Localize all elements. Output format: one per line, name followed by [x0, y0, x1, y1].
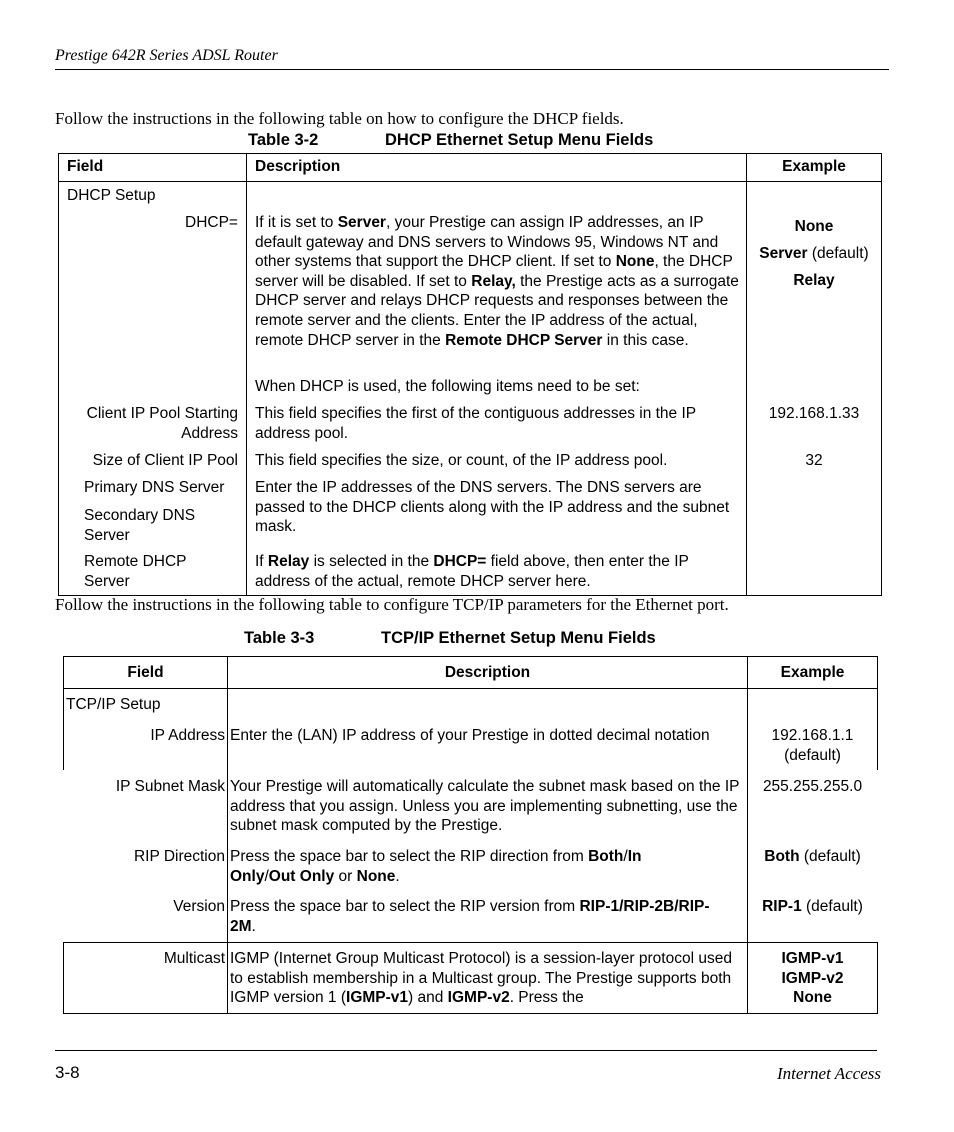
field-multicast: Multicast — [163, 950, 225, 967]
field-primary-dns: Primary DNS Server — [84, 479, 225, 496]
table-3-2-number: Table 3-2 — [248, 131, 319, 149]
dns-description: Enter the IP addresses of the DNS servers. The DNS servers are passed to the DHCP clients along with the IP address and the subnet mask. — [255, 479, 730, 536]
client-ip-pool-start-description: This field specifies the first of the contiguous addresses in the IP address pool. — [255, 405, 696, 442]
version-example-value: RIP-1 — [762, 898, 802, 915]
bold-term: Remote DHCP Server — [445, 331, 603, 349]
ip-address-description: Enter the (LAN) IP address of your Prestige in dotted decimal notation — [230, 727, 710, 744]
example-none: None — [793, 989, 832, 1007]
header-description: Description — [255, 158, 341, 175]
table-3-3-number: Table 3-3 — [244, 629, 315, 647]
header-field: Field — [67, 158, 104, 175]
table-border — [246, 153, 247, 595]
header-field: Field — [127, 664, 164, 681]
dhcp-examples — [747, 213, 881, 294]
version-description: Press the space bar to select the RIP version from RIP-1/RIP-2B/RIP-2M. — [230, 898, 710, 935]
table-3-3-title: TCP/IP Ethernet Setup Menu Fields — [381, 629, 656, 647]
bold-term: Relay — [267, 553, 310, 570]
subnet-description: Your Prestige will automatically calculate the subnet mask based on the IP address that you assign. Unless you are implementing subnetting, use the subnet mask computed by the Prestige. — [230, 778, 740, 835]
field-rip-direction: RIP Direction — [133, 848, 225, 865]
field-pool-size: Size of Client IP Pool — [92, 452, 238, 469]
multicast-description: IGMP (Internet Group Multicast Protocol) is a session-layer protocol used to establish membership in a Multicast group. The Prestige supports both IGMP version 1 (IGMP-v1) and IGMP-v2. Press the — [230, 950, 732, 1007]
field-client-ip-pool-start — [60, 404, 238, 443]
intro-paragraph-tcpip: Follow the instructions in the following table to configure TCP/IP parameters for the Ethernet port. — [55, 595, 729, 614]
table-border — [58, 153, 882, 154]
field-secondary-dns: Secondary DNS Server — [84, 507, 196, 544]
remote-dhcp-description: If Relay is selected in the DHCP= field above, then enter the IP address of the actual, remote DHCP server here. — [255, 553, 689, 590]
client-ip-pool-start-example: 192.168.1.33 — [768, 405, 860, 422]
bold-term: None — [356, 867, 396, 885]
pool-size-example: 32 — [805, 452, 823, 469]
bold-term: IGMP-v1 — [346, 989, 409, 1007]
field-ip-address: IP Address — [150, 727, 225, 744]
pool-size-description: This field specifies the size, or count, of the IP address pool. — [255, 452, 668, 469]
example-server-default — [747, 240, 881, 267]
ip-address-example-default: (default) — [784, 746, 841, 764]
section-name: Internet Access — [776, 1064, 881, 1083]
table-border — [877, 656, 878, 770]
field-dhcp: DHCP= — [185, 214, 238, 231]
ip-address-example — [748, 726, 877, 765]
table-border — [877, 942, 878, 1013]
table-border — [881, 153, 882, 595]
rip-direction-example-value: Both — [764, 848, 800, 865]
field-client-ip-pool-start-line2: Address — [181, 424, 238, 442]
field-client-ip-pool-start-line1: Client IP Pool Starting — [86, 405, 238, 422]
rip-direction-example-default: (default) — [799, 848, 861, 865]
field-tcpip-setup: TCP/IP Setup — [66, 696, 161, 713]
table-border — [63, 1013, 878, 1014]
bold-term: IGMP-v2 — [447, 989, 510, 1007]
header-description: Description — [444, 664, 531, 681]
table-3-2-title: DHCP Ethernet Setup Menu Fields — [385, 131, 654, 149]
page-number: 3-8 — [55, 1063, 80, 1082]
bold-term: Relay, — [471, 272, 516, 290]
example-igmp-v2: IGMP-v2 — [781, 969, 844, 987]
table-border — [227, 656, 228, 1013]
table-border — [63, 942, 878, 943]
rip-direction-example — [748, 847, 877, 867]
header-example: Example — [780, 664, 845, 681]
field-version: Version — [173, 898, 225, 915]
ip-address-example-value: 192.168.1.1 — [771, 727, 854, 744]
bold-term: In Only — [230, 848, 642, 885]
when-dhcp-used-note: When DHCP is used, the following items need to be set: — [255, 378, 640, 395]
intro-paragraph-dhcp: Follow the instructions in the following table on how to configure the DHCP fields. — [55, 109, 624, 128]
rip-direction-description: Press the space bar to select the RIP direction from Both/In Only/Out Only or None. — [230, 848, 642, 885]
bold-term: DHCP= — [433, 553, 487, 570]
footer-rule — [55, 1050, 877, 1051]
bold-term: Out Only — [268, 867, 335, 885]
multicast-examples — [748, 949, 877, 1008]
version-example — [748, 897, 877, 917]
subnet-example: 255.255.255.0 — [762, 778, 863, 795]
example-none: None — [794, 218, 834, 235]
dhcp-description: If it is set to Server, your Prestige can assign IP addresses, an IP default gateway and DNS servers to Windows 95, Windows NT and other systems that support the DHCP client. If set to None, the DHCP server will be disabled. If set to Relay, the Prestige acts as a surrogate DHCP server and relays DHCP requests and responses between the remote server and the clients. Enter the IP address of the actual, remote DHCP server in the Remote DHCP Server in this case. — [255, 214, 739, 349]
example-relay: Relay — [793, 272, 835, 289]
field-dhcp-setup: DHCP Setup — [67, 187, 156, 204]
header-example: Example — [782, 158, 846, 175]
running-header: Prestige 642R Series ADSL Router — [55, 47, 278, 64]
bold-term: Both — [588, 848, 624, 865]
field-remote-dhcp: Remote DHCP Server — [84, 553, 187, 590]
bold-term: None — [615, 253, 655, 271]
example-server: Server — [759, 245, 808, 262]
table-border — [58, 153, 59, 595]
example-default: (default) — [807, 245, 869, 262]
table-border — [63, 656, 878, 657]
table-border — [58, 181, 882, 182]
bold-term: RIP-1/RIP-2B/RIP-2M — [230, 898, 710, 935]
field-ip-subnet-mask: IP Subnet Mask — [115, 778, 225, 795]
example-igmp-v1: IGMP-v1 — [781, 950, 844, 967]
version-example-default: (default) — [801, 898, 863, 915]
bold-term: Server — [337, 214, 386, 231]
table-border — [63, 688, 878, 689]
header-rule — [55, 69, 889, 70]
